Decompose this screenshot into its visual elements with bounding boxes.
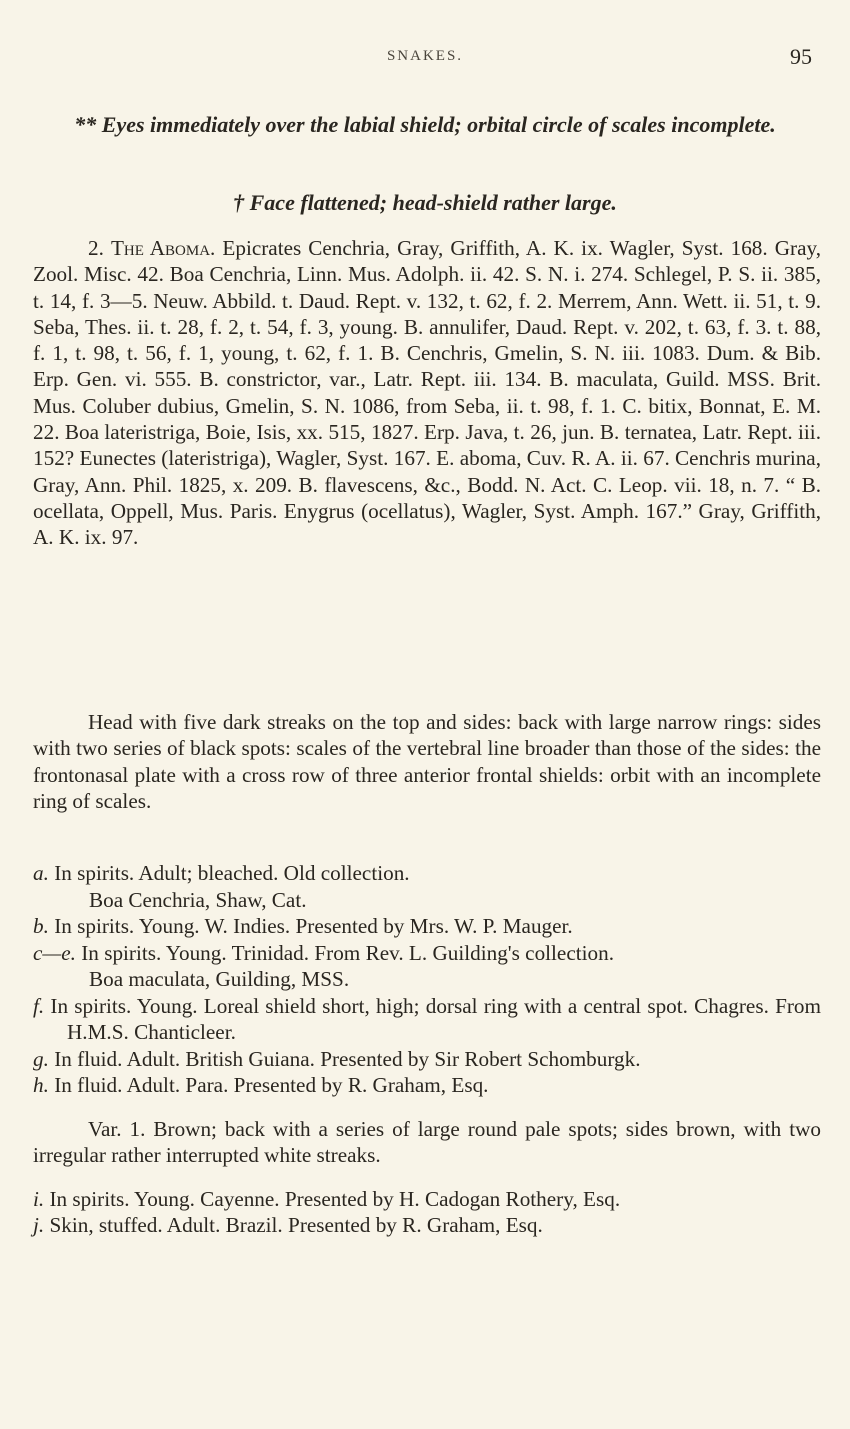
subdivision-heading: † Face flattened; head-shield rather large. <box>233 190 617 215</box>
species-description: Head with five dark streaks on the top and sides: back with large narrow rings: sides with two series of black spots: scales of the vertebral line broader than those of the sides: the frontonasal plate with a cross row of three anterior frontal shields: orbit with an incomplete ring of scales. <box>33 710 821 813</box>
page-header <box>0 44 850 74</box>
specimen-mark: j. <box>33 1213 45 1237</box>
division-heading: ** Eyes immediately over the labial shield; orbital circle of scales incomplete. <box>74 112 776 137</box>
species-number: 2. <box>88 236 104 260</box>
specimen-text: In spirits. Young. Cayenne. Presented by H. Cadogan Rothery, Esq. <box>49 1186 621 1211</box>
specimen-entry <box>33 940 821 967</box>
page-number: 95 <box>790 44 812 69</box>
specimen-text: In fluid. Adult. Para. Presented by R. Graham, Esq. <box>54 1073 489 1097</box>
specimen-synonym: Boa maculata, Guilding, MSS. <box>89 967 350 991</box>
species-name: The Aboma. <box>110 236 216 260</box>
section-gap <box>33 1169 821 1186</box>
species-synonymy-paragraph <box>33 235 821 551</box>
specimen-text: In spirits. Young. Loreal shield short, high; dorsal ring with a central spot. Chagres. From H.M.S. Chanticleer. <box>50 993 821 1044</box>
specimen-entry <box>33 860 821 887</box>
specimen-entry <box>33 913 821 940</box>
specimen-entry <box>33 993 821 1046</box>
specimen-mark: g. <box>33 1046 49 1071</box>
specimen-synonym: Boa Cenchria, Shaw, Cat. <box>89 887 307 912</box>
specimen-entry <box>33 1046 821 1073</box>
specimen-mark: i. <box>33 1186 45 1211</box>
specimen-text: In fluid. Adult. British Guiana. Presented by Sir Robert Schomburgk. <box>54 1046 641 1071</box>
specimen-mark: b. <box>33 914 49 938</box>
variety-description: Var. 1. Brown; back with a series of large round pale spots; sides brown, with two irregular rather interrupted white streaks. <box>33 1116 821 1167</box>
species-synonymy: Epicrates Cenchria, Gray, Griffith, A. K. ix. Wagler, Syst. 168. Gray, Zool. Misc. 42. Boa Cenchria, Linn. Mus. Adolph. ii. 42. S. N. i. 274. Schlegel, P. S. ii. 385, t. 14, f. 3—5. Neuw. Abbild. t. Daud. Rept. v. 132, t. 62, f. 2. Merrem, Ann. Wett. ii. 51, t. 9. Seba, Thes. ii. t. 28, f. 2, t. 54, f. 3, young. B. annulifer, Daud. Rept. v. 202, t. 63, f. 3. t. 88, f. 1, t. 98, t. 56, f. 1, young, t. 62, f. 1. B. Cenchris, Gmelin, S. N. iii. 1083. Dum. & Bib. Erp. Gen. vi. 555. B. constrictor, var., Latr. Rept. iii. 134. B. maculata, Guild. MSS. Brit. Mus. Coluber dubius, Gmelin, S. N. 1086, from Seba, ii. t. 98, f. 1. C. bitix, Bonnat, E. M. 22. Boa lateristriga, Boie, Isis, xx. 515, 1827. Erp. Java, t. 26, jun. B. ternatea, Latr. Rept. iii. 152? Eunectes (lateristriga), Wagler, Syst. 167. E. aboma, Cuv. R. A. ii. 67. Cenchris murina, Gray, Ann. Phil. 1825, x. 209. B. flavescens, &c., Bodd. N. Act. C. Leop. vii. 18, n. 7. “ B. ocellata, Oppell, Mus. Paris. Enygrus (ocellatus), Wagler, Syst. Amph. 167.” Gray, Griffith, A. K. ix. 97. <box>33 236 821 550</box>
specimen-text: In spirits. Young. W. Indies. Presented by Mrs. W. P. Mauger. <box>54 914 573 938</box>
specimen-text: Skin, stuffed. Adult. Brazil. Presented by R. Graham, Esq. <box>49 1213 543 1237</box>
specimen-mark: a. <box>33 861 49 885</box>
specimen-mark: f. <box>33 993 45 1018</box>
section-gap <box>33 1099 821 1116</box>
specimen-mark: c—e. <box>33 940 76 965</box>
specimen-list <box>33 860 821 1239</box>
specimen-mark: h. <box>33 1073 49 1097</box>
variety-specimen-entry <box>33 1186 821 1213</box>
running-title: SNAKES. <box>386 48 464 64</box>
specimen-text: In spirits. Adult; bleached. Old collection. <box>54 861 410 885</box>
specimen-text: In spirits. Young. Trinidad. From Rev. L. Guilding's collection. <box>81 940 614 965</box>
variety-specimen-entry <box>33 1212 821 1239</box>
specimen-entry <box>33 1072 821 1099</box>
